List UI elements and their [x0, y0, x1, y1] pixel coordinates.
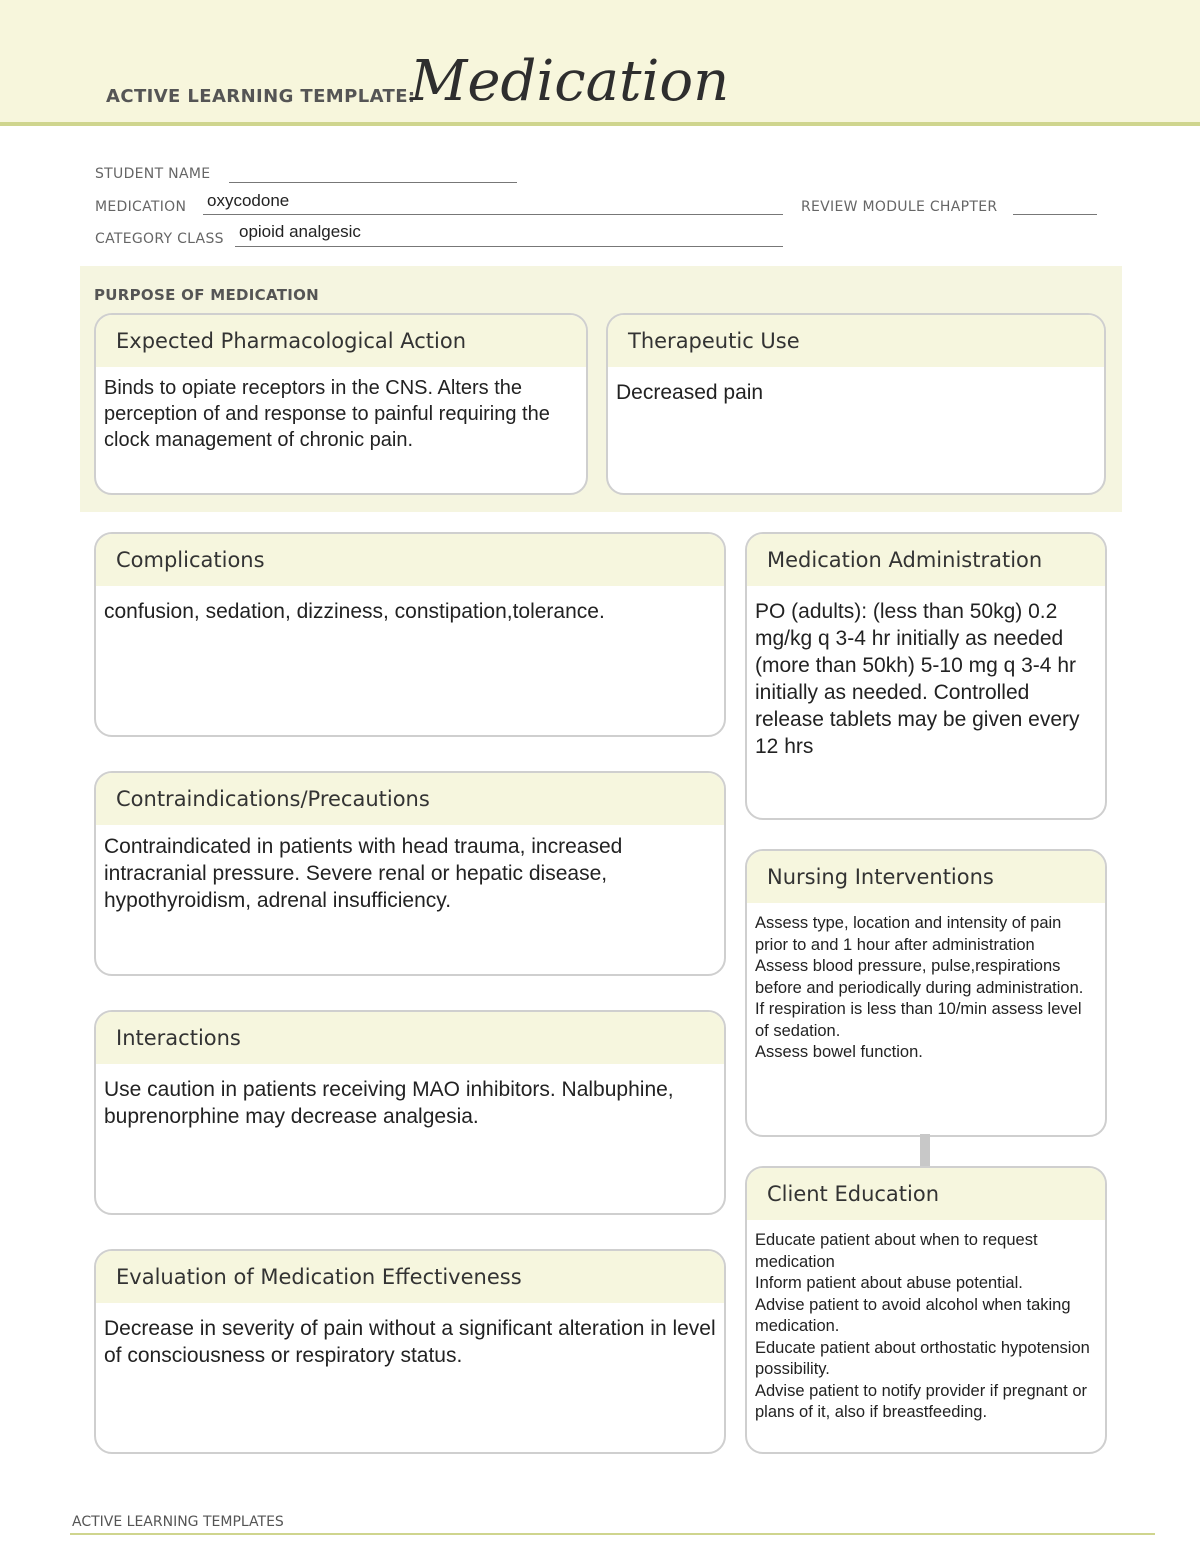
category-class-label: CATEGORY CLASS — [95, 231, 224, 247]
contraindications-box — [94, 771, 726, 976]
client-education-text[interactable]: Educate patient about when to request medication Inform patient about abuse potential. Advise patient to avoid alcohol when taking medication. Educate patient about orthostatic hypotension possibility. Advise patient to notify provider if pregnant or plans of it, also if breastfeeding. — [755, 1231, 1090, 1421]
client-education-box — [745, 1166, 1107, 1454]
administration-title: Medication Administration — [747, 534, 1105, 586]
interactions-title: Interactions — [96, 1012, 724, 1064]
contraindications-text[interactable]: Contraindicated in patients with head trauma, increased intracranial pressure. Severe renal or hepatic disease, hypothyroidism, adrenal insufficiency. — [104, 835, 623, 912]
header-rule — [0, 122, 1200, 126]
complications-text[interactable]: confusion, sedation, dizziness, constipation,tolerance. — [104, 600, 605, 623]
medication-field[interactable]: oxycodone — [207, 191, 290, 210]
expected-action-box — [94, 313, 588, 495]
interactions-box — [94, 1010, 726, 1215]
review-module-label: REVIEW MODULE CHAPTER — [801, 199, 998, 215]
evaluation-title: Evaluation of Medication Effectiveness — [96, 1251, 724, 1303]
therapeutic-use-text[interactable]: Decreased pain — [616, 381, 764, 404]
student-name-label: STUDENT NAME — [95, 166, 211, 182]
page-title: Medication — [410, 49, 730, 114]
contraindications-title: Contraindications/Precautions — [96, 773, 724, 825]
category-class-field[interactable]: opioid analgesic — [239, 222, 361, 241]
administration-text[interactable]: PO (adults): (less than 50kg) 0.2 mg/kg q 3-4 hr initially as needed (more than 50kh) 5-10 mg q 3-4 hr initially as needed. Controlled release tablets may be given every 12 hrs — [755, 600, 1080, 758]
review-module-line — [1013, 214, 1097, 215]
box-connector — [920, 1134, 930, 1166]
client-education-title: Client Education — [747, 1168, 1105, 1220]
therapeutic-use-title: Therapeutic Use — [608, 315, 1104, 367]
complications-box — [94, 532, 726, 737]
medication-label: MEDICATION — [95, 199, 187, 215]
complications-title: Complications — [96, 534, 724, 586]
administration-box — [745, 532, 1107, 820]
medication-line — [203, 214, 783, 215]
evaluation-text[interactable]: Decrease in severity of pain without a significant alteration in level of consciousness or respiratory status. — [104, 1317, 716, 1367]
footer-label: ACTIVE LEARNING TEMPLATES — [72, 1514, 284, 1530]
category-class-line — [235, 246, 783, 247]
nursing-interventions-text[interactable]: Assess type, location and intensity of pain prior to and 1 hour after administration Assess blood pressure, pulse,respirations before and periodically during administration. If respiration is less than 10/min assess level of sedation. Assess bowel function. — [755, 914, 1084, 1061]
footer-rule — [70, 1533, 1155, 1535]
expected-action-text[interactable]: Binds to opiate receptors in the CNS. Alters the perception of and response to painful requiring the clock management of chronic pain. — [104, 377, 550, 451]
template-label: ACTIVE LEARNING TEMPLATE: — [106, 86, 416, 107]
purpose-label: PURPOSE OF MEDICATION — [94, 286, 320, 304]
therapeutic-use-box — [606, 313, 1106, 495]
evaluation-box — [94, 1249, 726, 1454]
nursing-interventions-box — [745, 849, 1107, 1137]
nursing-interventions-title: Nursing Interventions — [747, 851, 1105, 903]
student-name-line — [229, 182, 517, 183]
expected-action-title: Expected Pharmacological Action — [96, 315, 586, 367]
interactions-text[interactable]: Use caution in patients receiving MAO inhibitors. Nalbuphine, buprenorphine may decrease analgesia. — [104, 1078, 674, 1128]
